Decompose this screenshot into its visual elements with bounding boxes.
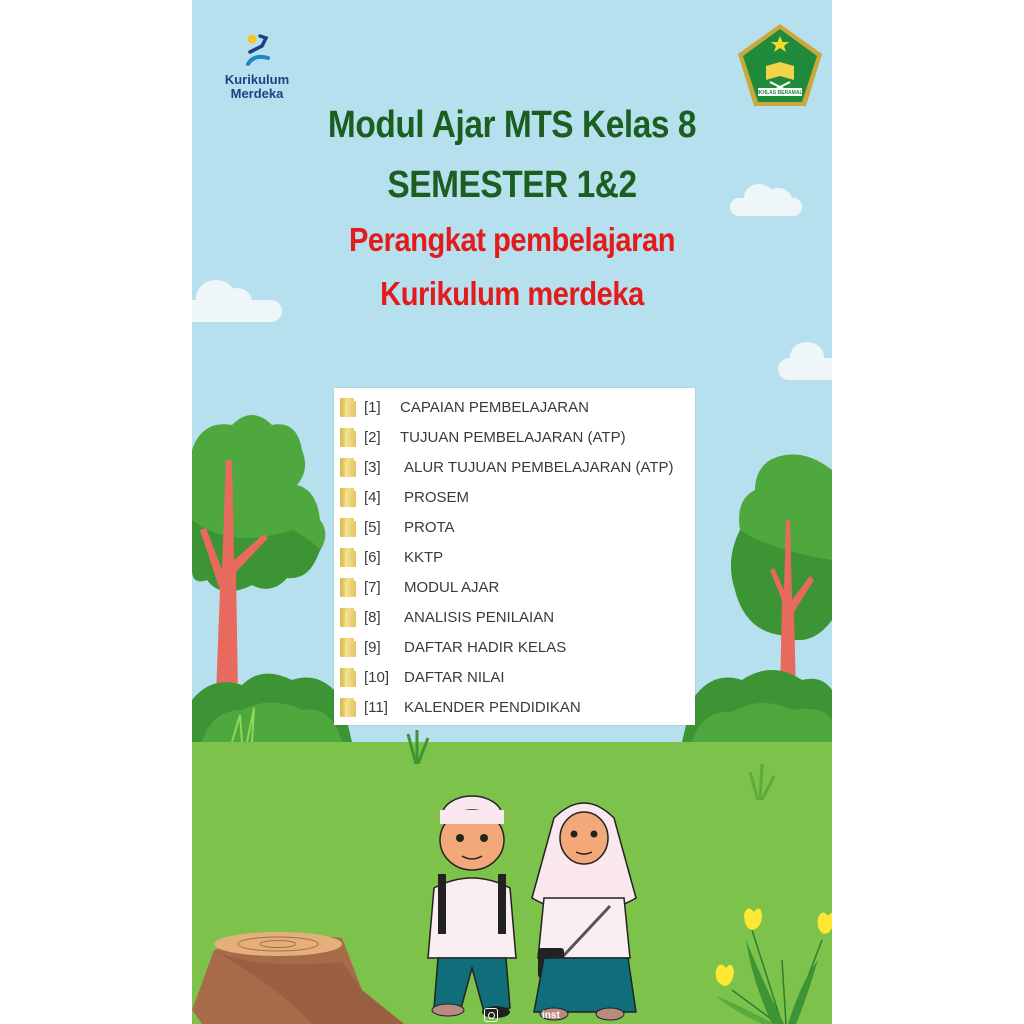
svg-text:IKHLAS BERAMAL: IKHLAS BERAMAL [757, 90, 803, 96]
page-title-line2: SEMESTER 1&2 [387, 164, 637, 206]
watermark-text: inst [542, 1009, 560, 1021]
folder-number: [9] [364, 638, 381, 656]
folder-label: ALUR TUJUAN PEMBELAJARAN (ATP) [404, 458, 674, 476]
watermark [484, 1008, 560, 1022]
folder-item[interactable] [340, 425, 626, 449]
folder-icon [340, 607, 356, 627]
folder-icon [340, 547, 356, 567]
folder-number: [10] [364, 668, 390, 686]
folder-icon [340, 397, 356, 417]
folder-item[interactable] [340, 455, 674, 479]
folder-icon [340, 697, 356, 717]
folder-number: [2] [364, 428, 381, 446]
subtitle-line2: Kurikulum merdeka [380, 275, 644, 312]
folder-label: KALENDER PENDIDIKAN [404, 698, 581, 716]
folder-number: [4] [364, 488, 381, 506]
students-illustration [414, 788, 644, 1024]
tulips-illustration [702, 900, 832, 1024]
folder-label: MODUL AJAR [404, 578, 500, 596]
folder-item[interactable] [340, 695, 581, 719]
folder-icon [340, 637, 356, 657]
folder-number: [11] [364, 698, 388, 716]
folder-label: PROTA [404, 518, 455, 536]
kurikulum-merdeka-logo [212, 32, 302, 101]
folder-label: CAPAIAN PEMBELAJARAN [400, 398, 589, 416]
folder-label: TUJUAN PEMBELAJARAN (ATP) [400, 428, 626, 446]
folder-icon [340, 667, 356, 687]
folder-icon [340, 487, 356, 507]
folder-number: [7] [364, 578, 381, 596]
folder-label: KKTP [404, 548, 444, 566]
grass-tuft-icon [402, 728, 432, 764]
folder-list-panel [334, 388, 695, 725]
tree-stump-illustration [192, 930, 412, 1024]
folder-item[interactable] [340, 545, 443, 569]
kurikulum-merdeka-line1: Kurikulum [224, 72, 290, 87]
kemenag-logo-icon [736, 22, 824, 108]
folder-item[interactable] [340, 515, 455, 539]
folder-label: DAFTAR HADIR KELAS [404, 638, 567, 656]
folder-number: [3] [364, 458, 381, 476]
folder-item[interactable] [340, 605, 554, 629]
page-title-line1: Modul Ajar MTS Kelas 8 [327, 104, 697, 146]
instagram-icon [484, 1008, 498, 1022]
folder-number: [6] [364, 548, 381, 566]
folder-label: ANALISIS PENILAIAN [404, 608, 555, 626]
folder-icon [340, 457, 356, 477]
cloud-right [776, 340, 832, 390]
folder-number: [1] [364, 398, 381, 416]
folder-number: [5] [364, 518, 381, 536]
poster [192, 0, 832, 1024]
kurikulum-merdeka-line2: Merdeka [230, 86, 284, 101]
folder-icon [340, 517, 356, 537]
subtitle-line1: Perangkat pembelajaran [348, 221, 676, 258]
folder-item[interactable] [340, 485, 469, 509]
kurikulum-merdeka-emblem-icon [242, 32, 272, 68]
folder-label: PROSEM [404, 488, 470, 506]
folder-label: DAFTAR NILAI [404, 668, 505, 686]
grass-tuft-icon [742, 760, 778, 800]
folder-item[interactable] [340, 395, 589, 419]
folder-item[interactable] [340, 635, 566, 659]
folder-item[interactable] [340, 665, 505, 689]
folder-number: [8] [364, 608, 381, 626]
folder-icon [340, 577, 356, 597]
folder-icon [340, 427, 356, 447]
folder-item[interactable] [340, 575, 499, 599]
